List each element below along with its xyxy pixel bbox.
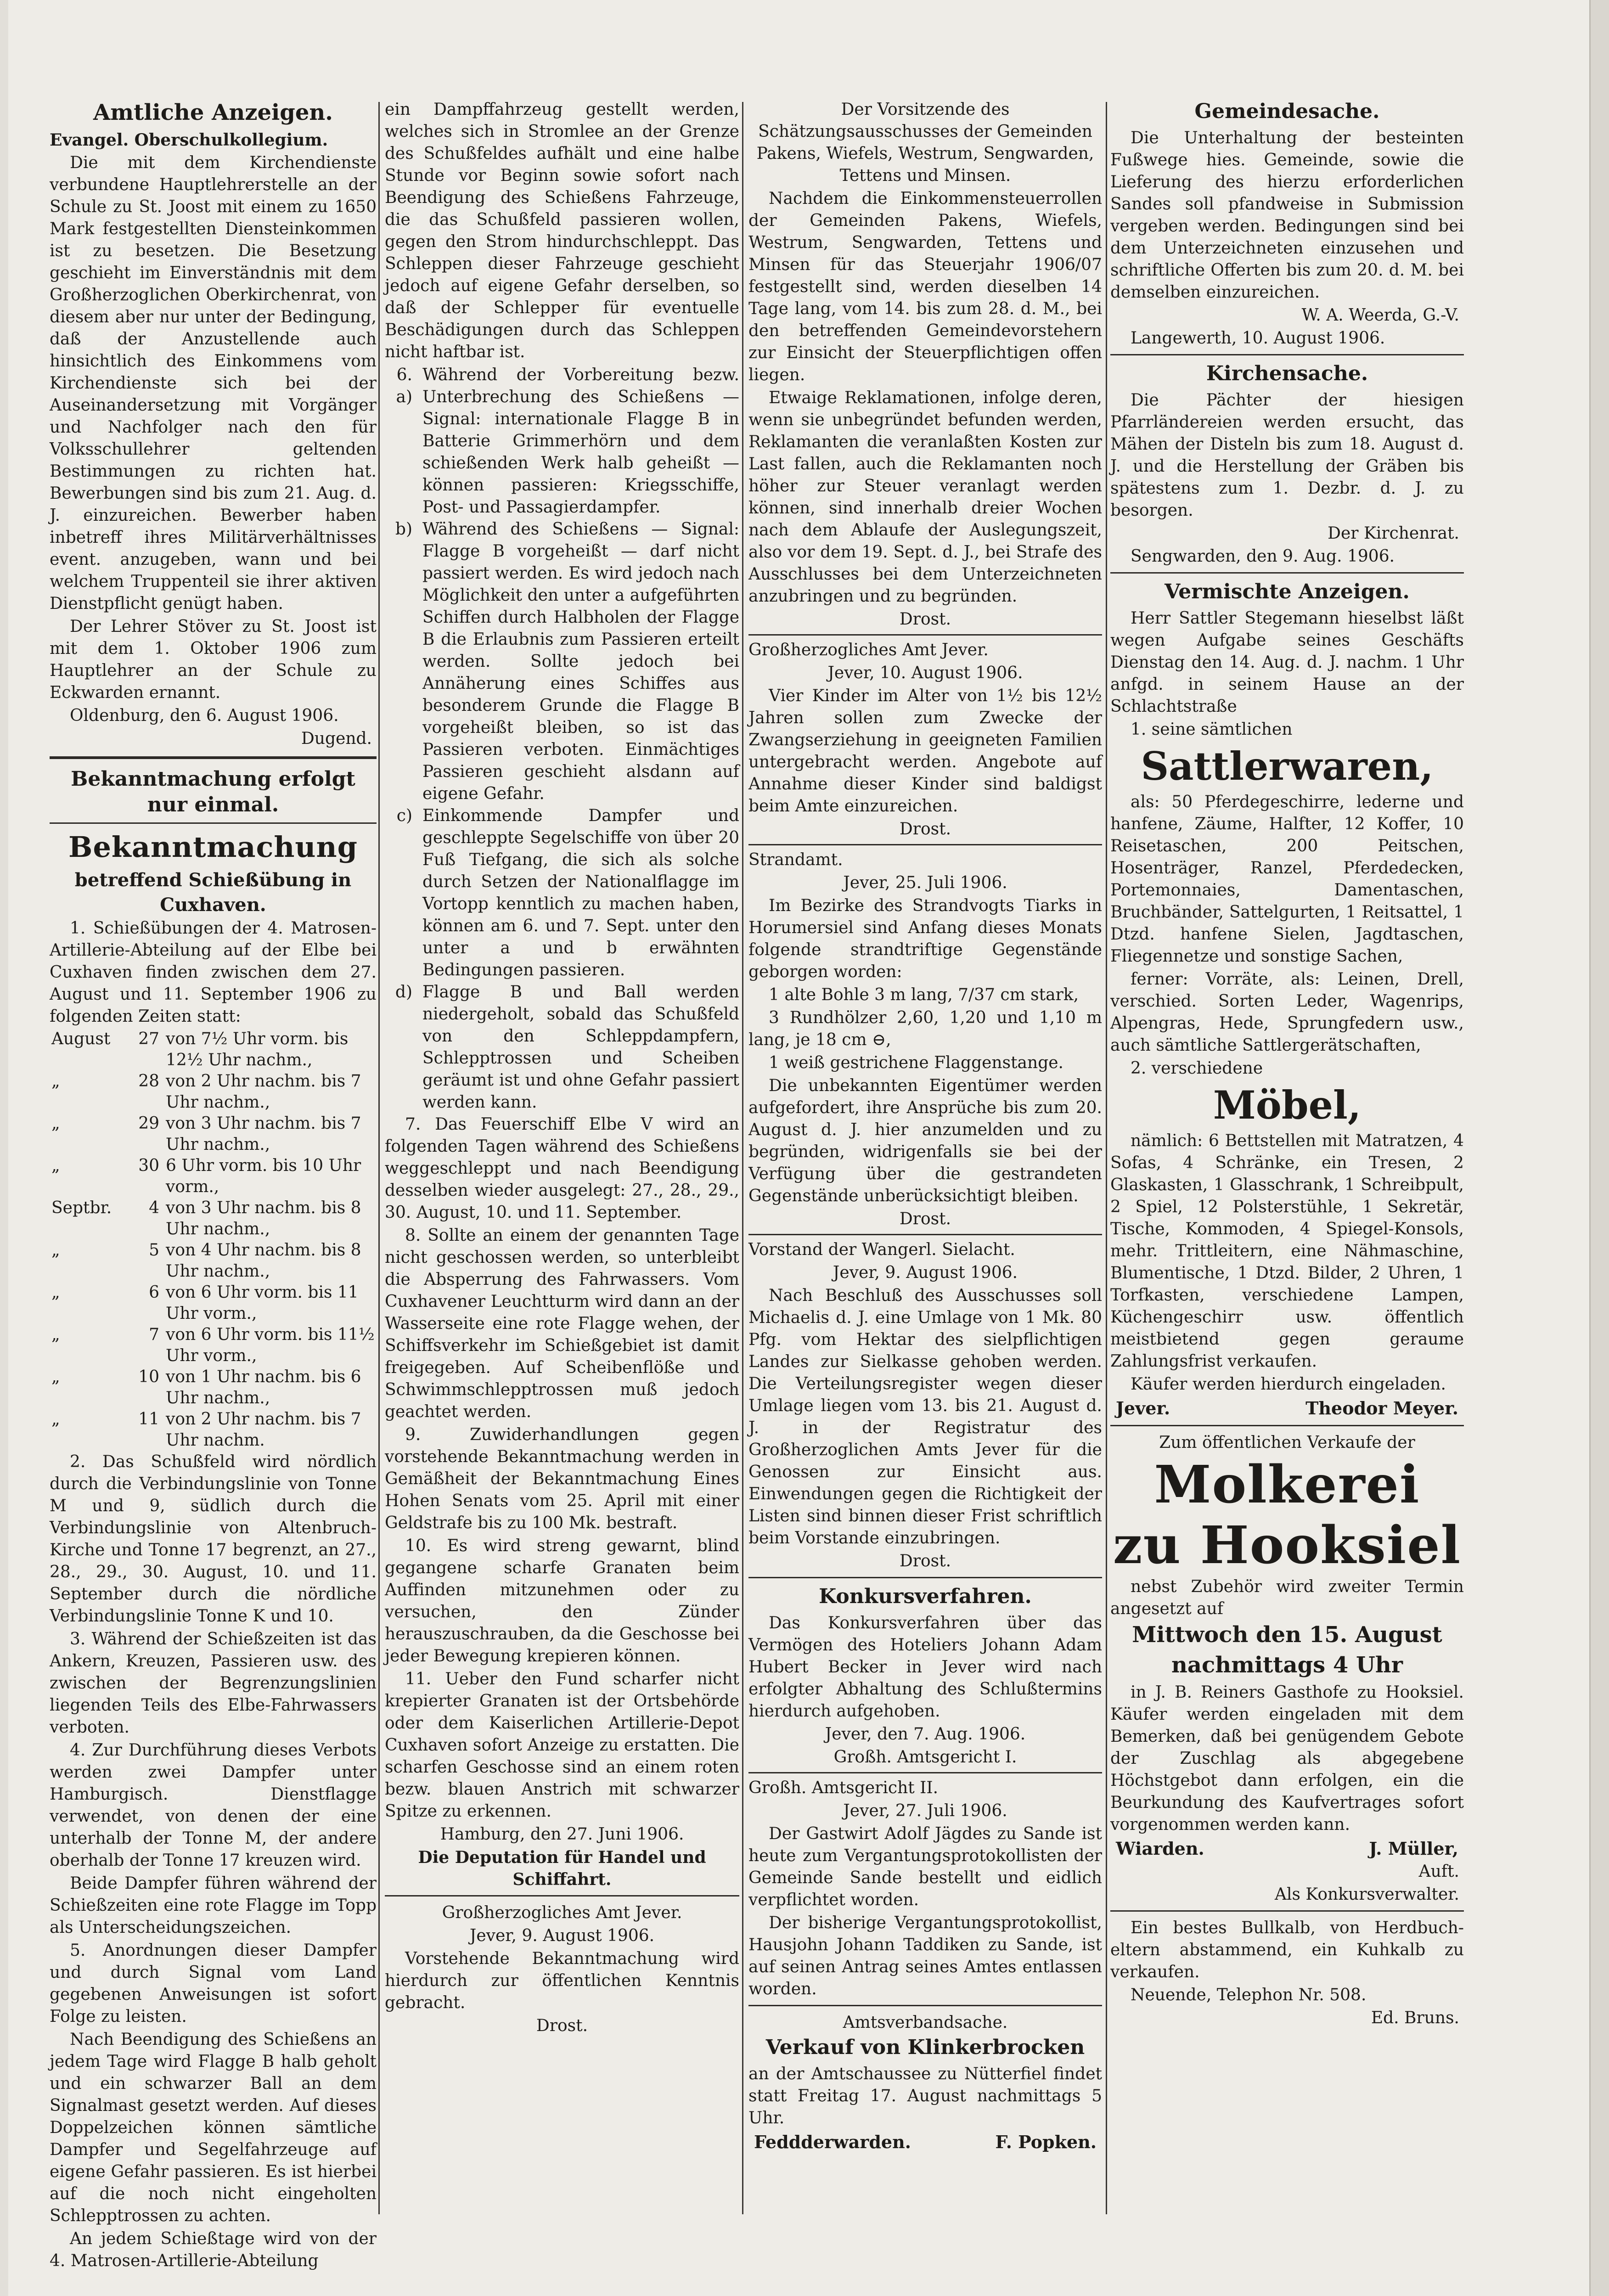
paragraph: 2. verschiedene	[1131, 1059, 1263, 1078]
place: Wiarden.	[1116, 1838, 1204, 1859]
section-heading: Amtliche Anzeigen.	[93, 100, 333, 125]
column-rule	[378, 102, 380, 2214]
schedule-day: 29	[138, 1114, 159, 1133]
place-date: Jever, 25. Juli 1906.	[843, 873, 1007, 892]
schedule-row	[51, 1409, 377, 1451]
office-name: Großh. Amtsgericht II.	[748, 1778, 939, 1797]
goods-list	[748, 984, 1102, 1074]
signature-note: Als Konkursverwalter.	[1274, 1885, 1459, 1904]
signature: Ed. Bruns.	[1371, 2009, 1459, 2027]
item-text: Während der Vorbereitung bezw. Unterbrechung des Schießens — Signal: internationale Flagge B in Batterie Grimmerhörn und dem schießenden Werk halb geheißt — können passieren: Kriegsschiffe, Post- und Passagierdampfer.	[422, 366, 739, 517]
goods-item: 1 alte Bohle 3 m lang, 7/37 cm stark,	[769, 985, 1079, 1004]
schedule-time: von 3 Uhr nachm. bis 8 Uhr nachm.,	[166, 1199, 361, 1238]
schedule-time: von 7½ Uhr vorm. bis 12½ Uhr nachm.,	[166, 1030, 349, 1069]
paragraph: Der Gastwirt Adolf Jägdes zu Sande ist heute zum Vergantungsprotokollisten der Gemeinde Sande bestellt und eidlich verpflichtet worden.	[748, 1824, 1102, 1909]
paragraph: Der bisherige Vergantungsprotokollist, Hausjohn Johann Taddiken zu Sande, ist auf seinen Antrag seines Amtes entlassen worden.	[748, 1913, 1102, 1998]
paragraph: ein Dampffahrzeug gestellt werden, welches sich in Stromlee an der Grenze des Schußfeldes aufhält und eine halbe Stunde vor Beginn sowie sofort nach Beendigung des Schießens Fahrzeuge, die das Schußfeld passieren wollen, gegen den Strom hindurchschleppt. Das Schleppen dieser Fahrzeuge geschieht jedoch auf eigene Gefahr derselben, so daß der Schlepper für eventuelle Beschädigungen durch das Schleppen nicht haftbar ist.	[385, 100, 739, 361]
column-rule	[742, 102, 743, 2214]
place-date: Jever, den 7. Aug. 1906.	[825, 1725, 1026, 1744]
lettered-item	[385, 981, 739, 1114]
separator	[748, 2005, 1102, 2006]
paragraph: 4. Zur Durchführung dieses Verbots werden zwei Dampfer unter Hamburgisch. Dienstflagge verwendet, von denen der eine unterhalb der Tonne M, der andere oberhalb der Tonne 17 kreuzen wird.	[50, 1741, 377, 1870]
separator	[748, 1577, 1102, 1578]
schedule-month: „	[51, 1072, 60, 1091]
paragraph: Käufer werden hierdurch eingeladen.	[1131, 1375, 1446, 1394]
schedule-day: 10	[138, 1367, 159, 1386]
signature-line	[748, 2130, 1102, 2154]
schedule-month: „	[51, 1156, 60, 1175]
display-heading: Molkerei	[1154, 1455, 1420, 1515]
paragraph: Vorstehende Bekanntmachung wird hierdurch zur öffentlichen Kenntnis gebracht.	[385, 1949, 739, 2012]
announcement-subtitle: betreffend Schießübung in Cuxhaven.	[74, 869, 352, 916]
paragraph: Beide Dampfer führen während der Schießzeiten eine rote Flagge im Topp als Unterscheidungszeichen.	[50, 1874, 377, 1937]
paragraph: Herr Sattler Stegemann hieselbst läßt wegen Aufgabe seines Geschäfts Dienstag den 14. Aug. d. J. nachm. 1 Uhr anfgd. in seinem Hause an der Schlachtstraße	[1110, 609, 1464, 716]
paragraph: 11. Ueber den Fund scharfer nicht krepierter Granaten ist der Ortsbehörde oder dem Kaiserlichen Artillerie-Depot Cuxhaven sofort Anzeige zu erstatten. Die scharfen Geschosse sind an einem roten bezw. blauen Anstrich mit schwarzer Spitze zu erkennen.	[385, 1670, 739, 1821]
paragraph: in J. B. Reiners Gasthofe zu Hooksiel. Käufer werden eingeladen mit dem Bemerken, daß bei genügendem Gebote der Zuschlag als abgegebene Höchstgebot dann erfolgen, ein die Beurkundung des Kaufvertrages sofort vorgenommen werden kann.	[1110, 1683, 1464, 1834]
schedule-month: „	[51, 1410, 60, 1429]
separator	[1110, 1910, 1464, 1912]
signature: Großh. Amtsgericht I.	[833, 1748, 1017, 1767]
paragraph: Die unbekannten Eigentümer werden aufgefordert, ihre Ansprüche bis zum 20. August d. J. hier anzumelden und zu begründen, widrigenfalls sie bei der Verfügung über die gestrandeten Gegenstände unberücksichtigt bleiben.	[748, 1076, 1102, 1205]
item-marker: b)	[395, 520, 412, 539]
paragraph: Das Konkursverfahren über das Vermögen des Hoteliers Johann Adam Hubert Becker in Jever wird nach erfolgter Abhaltung des Schlußtermins hierdurch aufgehoben.	[748, 1614, 1102, 1721]
notice-line: Bekanntmachung erfolgt nur einmal.	[71, 767, 355, 816]
signature-line	[1110, 1396, 1464, 1420]
signature: Drost.	[536, 2016, 588, 2035]
paragraph: Vier Kinder im Alter von 1½ bis 12½ Jahren sollen zum Zwecke der Zwangserziehung in geeigneten Familien untergebracht werden. Angebote auf Annahme dieser Kinder sind baldigst beim Amte einzureichen.	[748, 687, 1102, 816]
paragraph: Die mit dem Kirchendienste verbundene Hauptlehrerstelle an der Schule zu St. Joost mit einem zu 1650 Mark festgestellten Diensteinkommen ist zu besetzen. Die Besetzung geschieht im Einverständnis mit dem Großherzoglichen Oberkirchenrat, von diesem aber nur unter der Bedingung, daß der Anzustellende auch hinsichtlich des Einkommens vom Kirchendienste sich bei der Auseinandersetzung mit Vorgänger und Nachfolger nach den für Volksschullehrer geltenden Bestimmungen zu richten hat. Bewerbungen sind bis zum 21. Aug. d. J. einzureichen. Bewerber haben inbetreff ihres Militärverhältnisses event. anzugeben, wann und bei welchem Truppenteil sie ihrer aktiven Dienstpflicht genügt haben.	[50, 153, 377, 613]
schedule-row	[51, 1324, 377, 1367]
place-date: Sengwarden, den 9. Aug. 1906.	[1131, 547, 1395, 566]
schedule-row	[51, 1071, 377, 1113]
schedule-row	[51, 1155, 377, 1198]
schedule-day: 28	[138, 1072, 159, 1091]
schedule-row	[51, 1113, 377, 1155]
scan-left-edge	[0, 0, 8, 2296]
office-name: Großherzogliches Amt Jever.	[748, 641, 989, 659]
column-3	[748, 99, 1102, 2220]
signature-line	[1110, 1837, 1464, 1861]
goods-item: 3 Rundhölzer 2,60, 1,20 und 1,10 m lang, je 18 cm ⊖,	[748, 1008, 1102, 1049]
place-date: Jever, 10. August 1906.	[827, 664, 1023, 682]
place-date: Jever, 9. August 1906.	[469, 1926, 655, 1945]
display-heading: Möbel,	[1213, 1082, 1361, 1128]
display-heading: zu Hooksiel	[1113, 1515, 1462, 1576]
paragraph: Nachdem die Einkommensteuerrollen der Gemeinden Pakens, Wiefels, Westrum, Sengwarden, Tettens und Minsen für das Steuerjahr 1906/07 festgestellt sind, werden dieselben 14 Tage lang, vom 14. bis zum 28. d. M., bei den betreffenden Gemeindevorstehern zur Einsicht der Steuerpflichtigen offen liegen.	[748, 189, 1102, 384]
signature: Drost.	[899, 1552, 951, 1570]
schedule-time: von 6 Uhr vorm. bis 11 Uhr vorm.,	[166, 1283, 359, 1323]
paragraph: Zum öffentlichen Verkaufe der	[1159, 1433, 1415, 1452]
schedule-time: von 1 Uhr nachm. bis 6 Uhr nachm.,	[166, 1367, 361, 1407]
sale-title: Verkauf von Klinkerbrocken	[765, 2036, 1085, 2059]
separator	[1110, 354, 1464, 355]
place-date: Hamburg, den 27. Juni 1906.	[440, 1825, 684, 1844]
paragraph: 8. Sollte an einem der genannten Tage nicht geschossen werden, so unterbleibt die Absperrung des Fahrwassers. Vom Cuxhavener Leuchtturm wird dann an der Wasserseite eine rote Flagge wehen, der Schiffsverkehr im Schießgebiet ist damit freigegeben. Auf Scheibenflöße und Schwimmschlepptrossen muß jedoch geachtet werden.	[385, 1226, 739, 1421]
paragraph: 1. seine sämtlichen	[1131, 720, 1293, 739]
signature: Der Kirchenrat.	[1328, 524, 1459, 543]
schedule-time: von 6 Uhr vorm. bis 11½ Uhr vorm.,	[166, 1325, 375, 1365]
signature: Drost.	[899, 820, 951, 838]
schedule-month: August	[51, 1030, 111, 1048]
paragraph: 7. Das Feuerschiff Elbe V wird an folgenden Tagen während des Schießens weggeschleppt und nach Beendigung desselben wieder ausgelegt: 27., 28., 29., 30. August, 10. und 11. September.	[385, 1115, 739, 1222]
item-marker: 6. a)	[396, 366, 412, 406]
signature: Dugend.	[301, 729, 372, 748]
place-date: Oldenburg, den 6. August 1906.	[70, 706, 339, 725]
paragraph: Nach Beschluß des Ausschusses soll Michaelis d. J. eine Umlage von 1 Mk. 80 Pfg. vom Hektar des sielpflichtigen Landes zur Sielkasse gehoben werden. Die Verteilungsregister wegen dieser Umlage liegen vom 13. bis 21. August d. J. in der Registratur des Großherzoglichen Amts Jever für die Genossen zur Einsicht aus. Einwendungen gegen die Richtigkeit der Listen sind binnen dieser Frist schriftlich beim Vorstande einzubringen.	[748, 1286, 1102, 1548]
goods-item: 1 weiß gestrichene Flaggenstange.	[769, 1053, 1063, 1072]
office-name: Strandamt.	[748, 850, 843, 869]
schedule-row	[51, 1198, 377, 1240]
schedule-day: 7	[149, 1325, 159, 1344]
separator	[748, 844, 1102, 845]
schedule-time: von 4 Uhr nachm. bis 8 Uhr nachm.,	[166, 1241, 361, 1281]
schedule-month: „	[51, 1325, 60, 1344]
item-marker: d)	[395, 983, 412, 1002]
schedule-day: 5	[149, 1241, 159, 1260]
schedule-row	[51, 1282, 377, 1324]
paragraph: Ein bestes Bullkalb, von Herdbuch-eltern abstammend, ein Kuhkalb zu verkaufen.	[1110, 1919, 1464, 1981]
office-name: Vorstand der Wangerl. Sielacht.	[748, 1240, 1015, 1259]
section-heading: Konkursverfahren.	[819, 1585, 1032, 1608]
schedule-day: 27	[138, 1030, 159, 1048]
paragraph: 9. Zuwiderhandlungen gegen vorstehende Bekanntmachung werden in Gemäßheit der Bekanntmachung Eines Hohen Senats vom 25. April mit einer Geldstrafe bis zu 100 Mk. bestraft.	[385, 1425, 739, 1532]
schedule-month: Septbr.	[51, 1199, 112, 1217]
lettered-item	[385, 364, 739, 518]
announcement-title: Bekanntmachung	[68, 830, 358, 864]
paragraph: Nach Beendigung des Schießens an jedem Tage wird Flagge B halb geholt und ein schwarzer Ball an dem Signalmast gesetzt werden. Auf dieses Doppelzeichen können sämtliche Dampfer und Segelfahrzeuge auf eigene Gefahr passieren. Es ist hierbei auf die noch nicht eingeholten Schlepptrossen zu achten.	[50, 2030, 377, 2225]
schedule-month: „	[51, 1283, 60, 1302]
place-date: Langewerth, 10. August 1906.	[1131, 329, 1385, 348]
date-heading: Mittwoch den 15. August	[1132, 1622, 1442, 1648]
lettered-item	[385, 805, 739, 981]
column-2	[385, 99, 739, 2220]
lettered-items	[385, 364, 739, 1114]
paragraph: An jedem Schießtage wird von der 4. Matrosen-Artillerie-Abteilung	[50, 2229, 377, 2270]
section-heading: Vermischte Anzeigen.	[1165, 580, 1410, 603]
paragraph: Etwaige Reklamationen, infolge deren, wenn sie unbegründet befunden werden, Reklamanten die veranlaßten Kosten zur Last fallen, auch die Reklamanten noch höher zur Steuer veranlagt werden können, sind innerhalb dreier Wochen nach dem Ablaufe der Auslegungszeit, also vor dem 19. Sept. d. J., bei Strafe des Ausschlusses bei dem Unterzeichneten anzubringen und zu begründen.	[748, 388, 1102, 606]
column-rule	[1106, 102, 1107, 2214]
paragraph: 10. Es wird streng gewarnt, blind gegangene scharfe Granaten beim Auffinden mitzunehmen oder zu versuchen, den Zünder herauszuschrauben, da die Geschosse bei jeder Bewegung krepieren können.	[385, 1536, 739, 1666]
section-heading: Amtsverbandsache.	[843, 2013, 1008, 2032]
schedule-time: von 3 Uhr nachm. bis 7 Uhr nachm.,	[166, 1114, 361, 1154]
signature-authority: Die Deputation für Handel und Schiffahrt.	[418, 1848, 706, 1889]
signature: Drost.	[899, 610, 951, 629]
lettered-item	[385, 518, 739, 805]
paragraph: Der Lehrer Stöver zu St. Joost ist mit dem 1. Oktober 1906 zum Hauptlehrer an der Schule zu Eckwarden ernannt.	[50, 617, 377, 702]
office-name: Großherzogliches Amt Jever.	[442, 1903, 682, 1922]
paragraph: 1. Schießübungen der 4. Matrosen-Artillerie-Abteilung auf der Elbe bei Cuxhaven finden zwischen dem 27. August und 11. September 1906 zu folgenden Zeiten statt:	[50, 919, 377, 1026]
place-date: Neuende, Telephon Nr. 508.	[1131, 1986, 1367, 2004]
column-1	[50, 99, 377, 2270]
separator	[748, 634, 1102, 636]
schedule-time: von 2 Uhr nachm. bis 7 Uhr nachm.,	[166, 1072, 361, 1112]
separator	[1110, 1425, 1464, 1426]
item-marker: c)	[396, 806, 412, 825]
display-heading: Sattlerwaren,	[1141, 743, 1434, 789]
paragraph: Die Unterhaltung der besteinten Fußwege hies. Gemeinde, sowie die Lieferung des hierzu erforderlichen Sandes soll pfandweise in Submission vergeben werden. Bedingungen sind bei dem Unterzeichneten einzusehen und schriftliche Offerten bis zum 20. d. M. bei demselben einzureichen.	[1110, 129, 1464, 302]
schedule-row	[51, 1240, 377, 1282]
schedule-day: 30	[138, 1156, 159, 1175]
schedule-month: „	[51, 1114, 60, 1133]
place-date: Jever, 9. August 1906.	[833, 1263, 1018, 1282]
signature: W. A. Weerda, G.-V.	[1301, 306, 1459, 325]
separator	[50, 822, 377, 824]
section-heading: Gemeindesache.	[1194, 100, 1380, 123]
separator	[385, 1895, 739, 1896]
item-text: Flagge B und Ball werden niedergeholt, sobald das Schußfeld von den Schleppdampfern, Schlepptrossen und Scheiben geräumt ist und ohne Gefahr passiert werden kann.	[422, 983, 739, 1112]
separator	[748, 1234, 1102, 1235]
schedule-row	[51, 1367, 377, 1409]
schedule-day: 6	[149, 1283, 159, 1302]
paragraph: als: 50 Pferdegeschirre, lederne und hanfene, Zäume, Halfter, 12 Koffer, 10 Reisetaschen, 200 Peitschen, Hosenträger, Ranzel, Pferdedecken, Portemonnaies, Damentaschen, Bruchbänder, Sattelgurten, 1 Reitsattel, 1 Dtzd. hanfene Sielen, Jagdtaschen, Fliegennetze und sonstige Sachen,	[1110, 793, 1464, 966]
item-text: Während des Schießens — Signal: Flagge B vorgeheißt — darf nicht passiert werden. Es wird jedoch nach Möglichkeit den unter a aufgeführten Schiffen durch Halbholen der Flagge B die Erlaubnis zum Passieren erteilt werden. Sollte jedoch bei Annäherung eines Schiffes aus besonderem Grunde die Flagge B vorgeheißt bleiben, so ist das Passieren verboten. Einmächtiges Passieren geschieht alsdann auf eigene Gefahr.	[422, 520, 739, 803]
schedule-day: 4	[149, 1199, 159, 1217]
schedule-day: 11	[138, 1410, 159, 1429]
time-heading: nachmittags 4 Uhr	[1171, 1652, 1403, 1678]
schedule-time: 6 Uhr vorm. bis 10 Uhr vorm.,	[166, 1156, 361, 1196]
scan-right-edge	[1589, 0, 1609, 2296]
section-heading: Kirchensache.	[1206, 362, 1368, 385]
paragraph: an der Amtschaussee zu Nütterfiel findet statt Freitag 17. August nachmittags 5 Uhr.	[748, 2065, 1102, 2127]
signature: Theodor Meyer.	[1305, 1398, 1458, 1418]
place-date: Jever, 27. Juli 1906.	[843, 1801, 1007, 1820]
paragraph: Im Bezirke des Strandvogts Tiarks in Horumersiel sind Anfang dieses Monats folgende strandtriftige Gegenstände geborgen worden:	[748, 896, 1102, 981]
paragraph: nämlich: 6 Bettstellen mit Matratzen, 4 Sofas, 4 Schränke, ein Tresen, 2 Glaskasten, 1 Glasschrank, 1 Schreibpult, 2 Spiel, 12 Polsterstühle, 1 Sekretär, Tische, Kommoden, 4 Spiegel-Konsols, mehr. Trittleitern, eine Nähmaschine, Blumentische, 1 Dtzd. Bilder, 2 Uhren, 1 Torfkasten, verschiedene Lampen, Küchengeschirr usw. öffentlich meistbietend gegen geraume Zahlungsfrist verkaufen.	[1110, 1131, 1464, 1371]
item-text: Einkommende Dampfer und geschleppte Segelschiffe von über 20 Fuß Tiefgang, die sich als solche durch Setzen der Nationalflagge im Vortopp kenntlich zu machen haben, können am 6. und 7. Sept. unter den unter a und b erwähnten Bedingungen passieren.	[422, 806, 739, 979]
place: Feddderwarden.	[754, 2132, 911, 2152]
schedule-month: „	[51, 1367, 60, 1386]
schedule-row	[51, 1029, 377, 1071]
signature-note: Auft.	[1418, 1862, 1459, 1881]
separator	[748, 1772, 1102, 1773]
paragraph: 3. Während der Schießzeiten ist das Ankern, Kreuzen, Passieren usw. des zwischen der Begrenzungslinien liegenden Teils des Elbe-Fahrwassers verboten.	[50, 1630, 377, 1737]
column-4	[1110, 99, 1464, 2220]
separator	[1110, 572, 1464, 574]
place: Jever.	[1116, 1398, 1170, 1418]
paragraph: 2. Das Schußfeld wird nördlich durch die Verbindungslinie von Tonne M und 9, südlich durch die Verbindungslinie von Altenbruch-Kirche und Tonne 17 begrenzt, an 27., 28., 29., 30. August, 10. und 11. September durch die nördliche Verbindungslinie Tonne K und 10.	[50, 1452, 377, 1626]
paragraph: nebst Zubehör wird zweiter Termin angesetzt auf	[1110, 1577, 1464, 1618]
paragraph: 5. Anordnungen dieser Dampfer und durch Signal vom Land gegebenen Anweisungen ist sofort Folge zu leisten.	[50, 1941, 377, 2026]
signature: F. Popken.	[995, 2132, 1097, 2152]
signature: J. Müller,	[1369, 1838, 1458, 1859]
paragraph: ferner: Vorräte, als: Leinen, Drell, verschied. Sorten Leder, Wagenrips, Alpengras, Hede, Sprungfedern usw., auch sämtliche Sattlergerätschaften,	[1110, 970, 1464, 1055]
schedule-time: von 2 Uhr nachm. bis 7 Uhr nachm.	[166, 1410, 361, 1450]
schedule-table	[51, 1029, 377, 1451]
paragraph: Die Pächter der hiesigen Pfarrländereien werden ersucht, das Mähen der Disteln bis zum 18. August d. J. und die Herstellung der Gräben bis spätestens zum 1. Dezbr. d. J. zu besorgen.	[1110, 391, 1464, 520]
separator	[50, 756, 377, 759]
signature: Drost.	[899, 1210, 951, 1228]
schedule-month: „	[51, 1241, 60, 1260]
authority: Evangel. Oberschulkollegium.	[50, 130, 328, 150]
paragraph: Der Vorsitzende des Schätzungsausschusses der Gemeinden Pakens, Wiefels, Westrum, Sengwarden, Tettens und Minsen.	[756, 100, 1094, 185]
